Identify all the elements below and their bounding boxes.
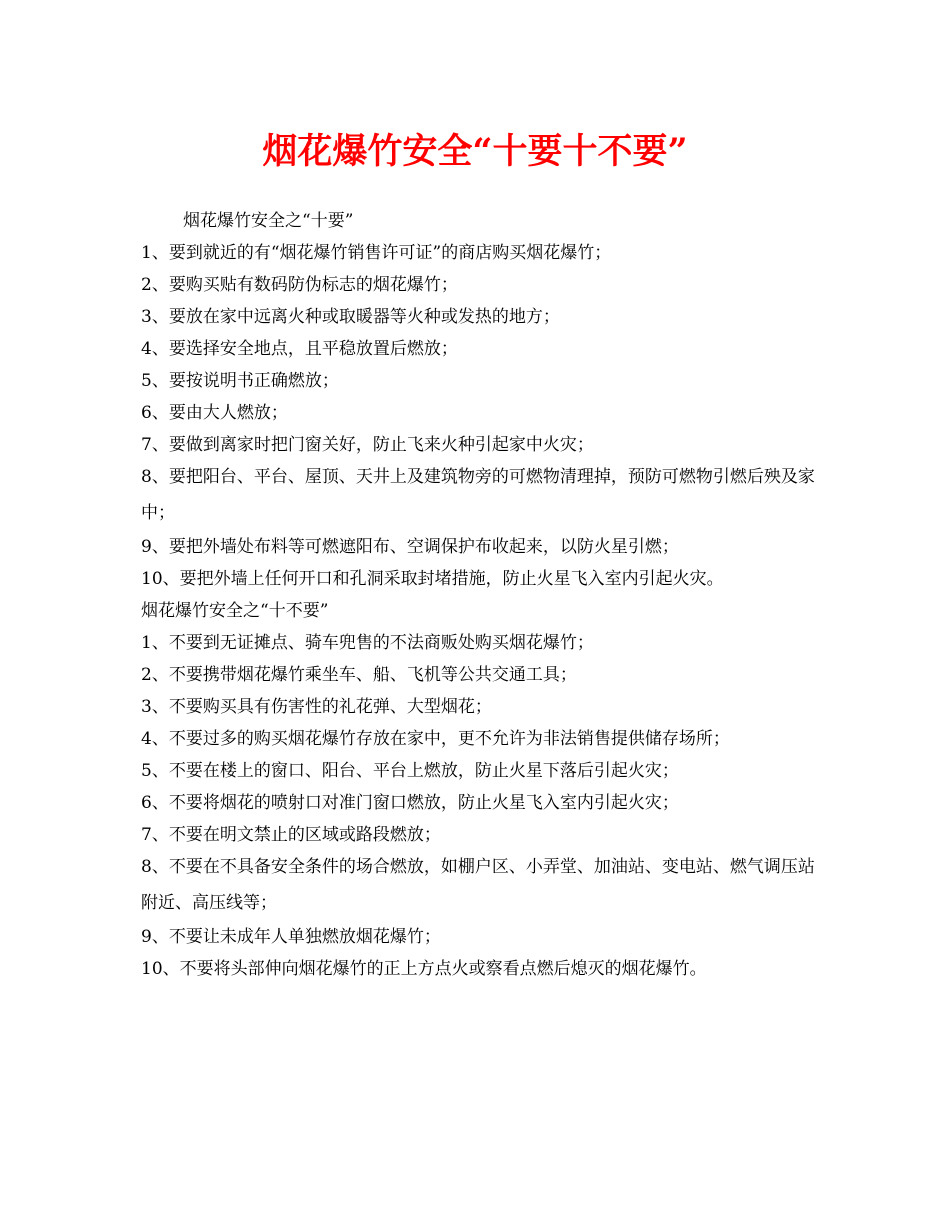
list-item: 10、不要将头部伸向烟花爆竹的正上方点火或察看点燃后熄灭的烟花爆竹。	[141, 959, 707, 979]
list-item: 1、要到就近的有“烟花爆竹销售许可证”的商店购买烟花爆竹；	[141, 243, 612, 263]
section-heading-donts: 烟花爆竹安全之“十不要”	[141, 601, 329, 621]
document-title: 烟花爆竹安全“十要十不要”	[262, 131, 688, 172]
list-item: 4、不要过多的购买烟花爆竹存放在家中，更不允许为非法销售提供储存场所；	[141, 729, 730, 749]
list-item: 4、要选择安全地点，且平稳放置后燃放；	[141, 339, 458, 359]
list-item: 10、要把外墙上任何开口和孔洞采取封堵措施，防止火星飞入室内引起火灾。	[141, 569, 724, 589]
section-heading-dos: 烟花爆竹安全之“十要”	[183, 211, 354, 231]
list-item: 6、要由大人燃放；	[141, 403, 288, 423]
list-item: 7、要做到离家时把门窗关好，防止飞来火种引起家中火灾；	[141, 435, 594, 455]
list-item: 5、不要在楼上的窗口、阳台、平台上燃放，防止火星下落后引起火灾；	[141, 761, 679, 781]
list-item: 1、不要到无证摊点、骑车兜售的不法商贩处购买烟花爆竹；	[141, 633, 594, 653]
document-body	[141, 205, 831, 985]
list-item: 2、不要携带烟花爆竹乘坐车、船、飞机等公共交通工具；	[141, 665, 577, 685]
list-item: 9、不要让未成年人单独燃放烟花爆竹；	[141, 927, 441, 947]
list-item: 5、要按说明书正确燃放；	[141, 371, 339, 391]
list-item: 2、要购买贴有数码防伪标志的烟花爆竹；	[141, 275, 458, 295]
list-item: 6、不要将烟花的喷射口对准门窗口燃放，防止火星飞入室内引起火灾；	[141, 793, 679, 813]
list-item: 8、不要在不具备安全条件的场合燃放，如棚户区、小弄堂、加油站、变电站、燃气调压站附近、高压线等；	[141, 857, 815, 913]
list-item: 3、不要购买具有伤害性的礼花弹、大型烟花；	[141, 697, 492, 717]
list-item: 9、要把外墙处布料等可燃遮阳布、空调保护布收起来，以防火星引燃；	[141, 537, 679, 557]
list-item: 8、要把阳台、平台、屋顶、天井上及建筑物旁的可燃物清理掉，预防可燃物引燃后殃及家中；	[141, 467, 815, 523]
list-item: 3、要放在家中远离火种或取暖器等火种或发热的地方；	[141, 307, 560, 327]
list-item: 7、不要在明文禁止的区域或路段燃放；	[141, 825, 441, 845]
